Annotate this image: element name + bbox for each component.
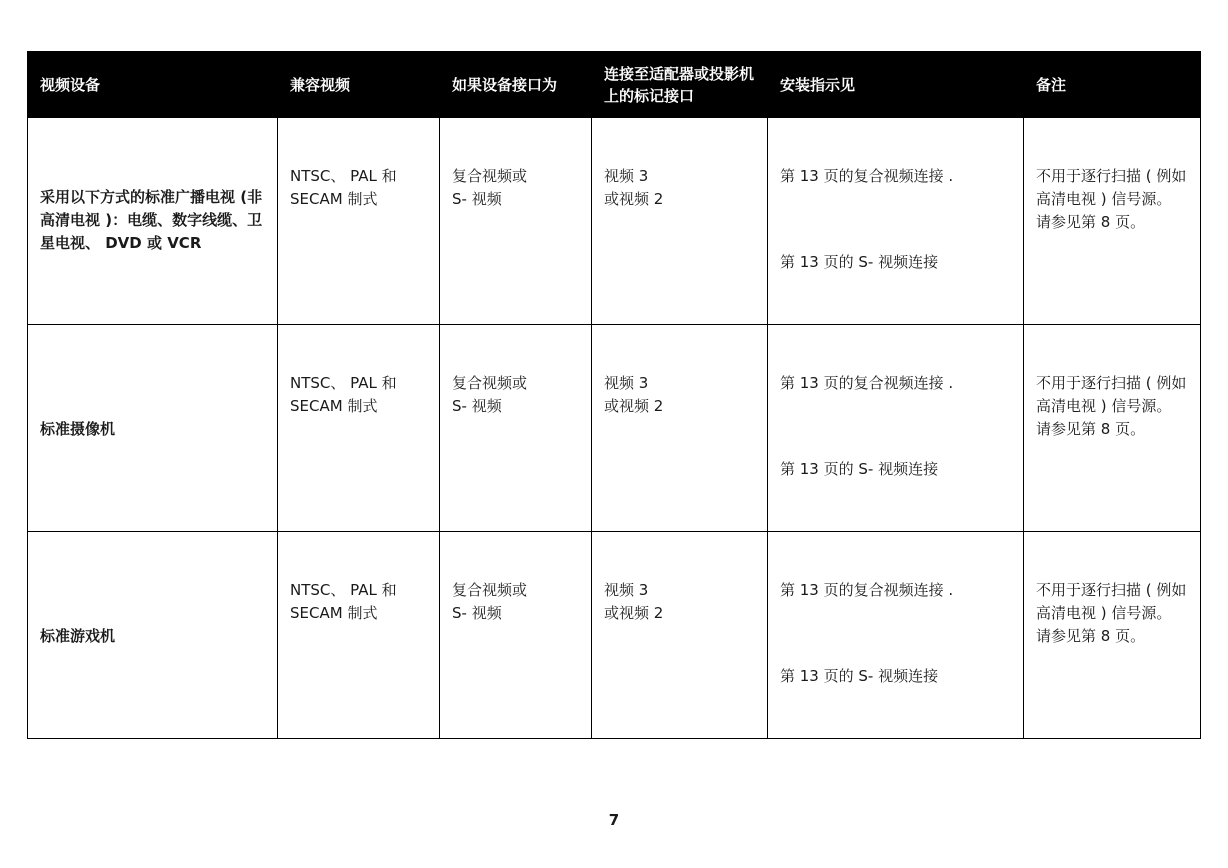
interface-line: 复合视频或 xyxy=(452,374,528,392)
interface-line: 复合视频或 xyxy=(452,167,528,185)
compatible-line: SECAM 制式 xyxy=(290,604,378,622)
table-row xyxy=(28,532,1201,739)
connector-line: 或视频 2 xyxy=(604,604,664,622)
video-devices-table xyxy=(27,51,1201,739)
compatible-cell xyxy=(278,532,440,739)
header-notes: 备注 xyxy=(1024,52,1201,118)
interface-line: 复合视频或 xyxy=(452,581,528,599)
header-connector: 连接至适配器或投影机上的标记接口 xyxy=(592,52,768,118)
compatible-cell xyxy=(278,118,440,325)
connector-cell xyxy=(592,532,768,739)
compatible-cell xyxy=(278,325,440,532)
install-cell xyxy=(768,325,1024,532)
install-svideo: 第 13 页的 S- 视频连接 xyxy=(780,253,939,271)
compatible-line: NTSC、 PAL 和 xyxy=(290,374,397,392)
notes-text: 不用于逐行扫描 ( 例如高清电视 ) 信号源。 xyxy=(1036,374,1187,415)
header-video-device: 视频设备 xyxy=(28,52,278,118)
interface-line: S- 视频 xyxy=(452,190,502,208)
connector-cell xyxy=(592,325,768,532)
compatible-line: SECAM 制式 xyxy=(290,397,378,415)
notes-see-page: 请参见第 8 页。 xyxy=(1036,627,1146,645)
device-cell xyxy=(28,118,278,325)
notes-cell xyxy=(1024,325,1201,532)
compatible-line: NTSC、 PAL 和 xyxy=(290,167,397,185)
notes-text: 不用于逐行扫描 ( 例如高清电视 ) 信号源。 xyxy=(1036,581,1187,622)
notes-cell xyxy=(1024,532,1201,739)
install-svideo: 第 13 页的 S- 视频连接 xyxy=(780,667,939,685)
device-name-or: 或 xyxy=(141,234,168,252)
connector-line: 视频 3 xyxy=(604,374,649,392)
install-svideo: 第 13 页的 S- 视频连接 xyxy=(780,460,939,478)
device-name-vcr: VCR xyxy=(167,234,202,252)
device-name: 标准摄像机 xyxy=(40,420,116,438)
interface-cell xyxy=(440,325,592,532)
connector-line: 或视频 2 xyxy=(604,397,664,415)
header-device-interface: 如果设备接口为 xyxy=(440,52,592,118)
interface-cell xyxy=(440,118,592,325)
notes-see-page: 请参见第 8 页。 xyxy=(1036,213,1146,231)
interface-line: S- 视频 xyxy=(452,397,502,415)
install-composite: 第 13 页的复合视频连接 . xyxy=(780,581,954,599)
table-header xyxy=(28,52,1201,118)
connector-cell xyxy=(592,118,768,325)
install-composite: 第 13 页的复合视频连接 . xyxy=(780,167,954,185)
connector-line: 视频 3 xyxy=(604,581,649,599)
connector-line: 或视频 2 xyxy=(604,190,664,208)
device-cell xyxy=(28,325,278,532)
device-cell xyxy=(28,532,278,739)
header-install-instructions: 安装指示见 xyxy=(768,52,1024,118)
device-name: 标准游戏机 xyxy=(40,627,116,645)
notes-text: 不用于逐行扫描 ( 例如高清电视 ) 信号源。 xyxy=(1036,167,1187,208)
header-compatible-video: 兼容视频 xyxy=(278,52,440,118)
table-header-row xyxy=(28,52,1201,118)
install-composite: 第 13 页的复合视频连接 . xyxy=(780,374,954,392)
install-cell xyxy=(768,118,1024,325)
notes-cell xyxy=(1024,118,1201,325)
page-number: 7 xyxy=(608,811,620,829)
connector-line: 视频 3 xyxy=(604,167,649,185)
compatible-line: NTSC、 PAL 和 xyxy=(290,581,397,599)
device-name-dvd: DVD xyxy=(105,234,142,252)
interface-line: S- 视频 xyxy=(452,604,502,622)
compatible-line: SECAM 制式 xyxy=(290,190,378,208)
table-row xyxy=(28,325,1201,532)
device-name xyxy=(40,186,267,255)
install-cell xyxy=(768,532,1024,739)
table-row xyxy=(28,118,1201,325)
interface-cell xyxy=(440,532,592,739)
device-name-text: 采用以下方式的标准广播电视 (非高清电视 )：电缆、数字线缆、卫星电视、 xyxy=(40,188,263,252)
notes-see-page: 请参见第 8 页。 xyxy=(1036,420,1146,438)
